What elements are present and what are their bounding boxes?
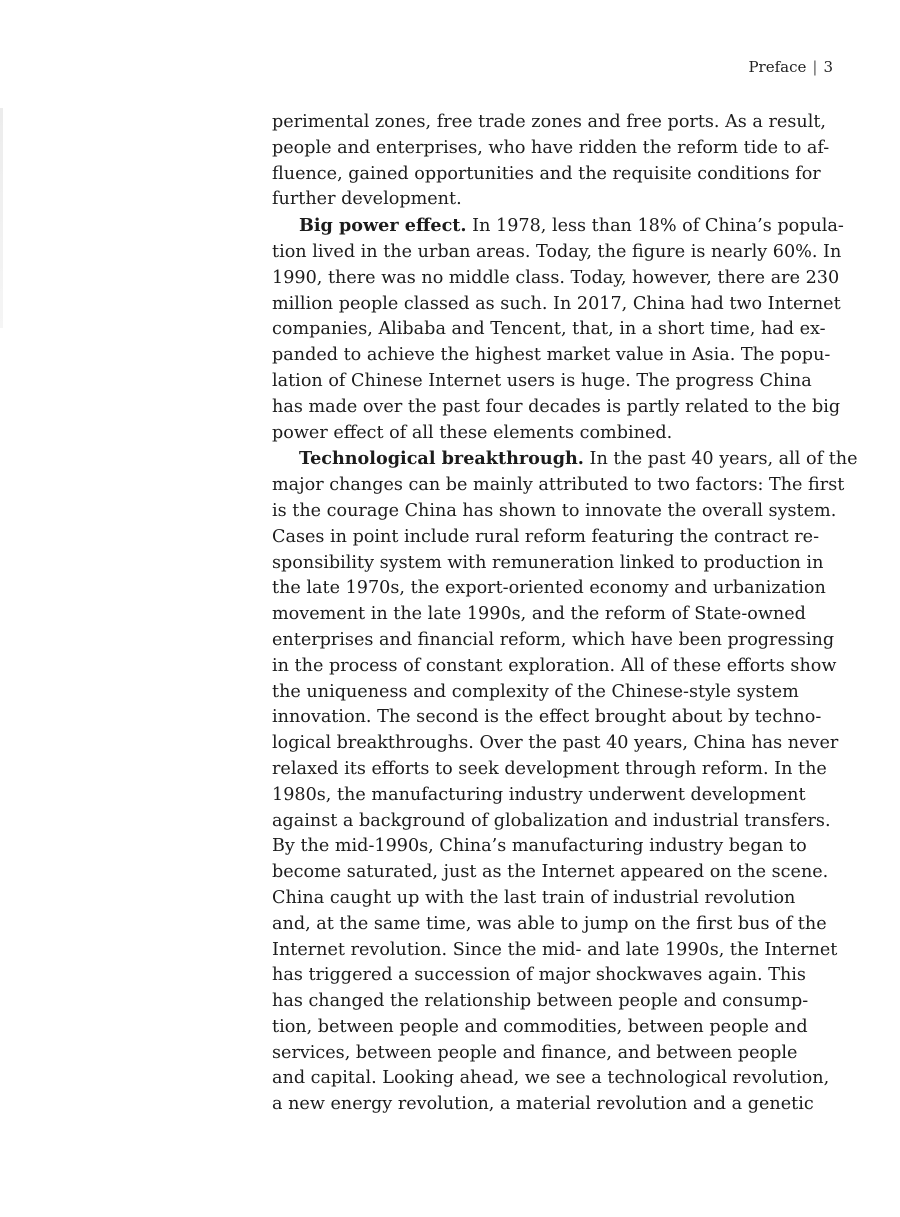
text-line [272,886,796,912]
line-text: major changes can be mainly attributed to two factors: The first [272,475,845,496]
line-text: sponsibility system with remuneration linked to production in [272,552,824,573]
line-text: has triggered a succession of major shockwaves again. This [272,965,806,986]
line-text: Internet revolution. Since the mid- and late 1990s, the Internet [272,939,838,960]
running-head-separator: | [812,58,818,76]
line-text: relaxed its efforts to seek development through reform. In the [272,758,827,779]
text-line [272,1066,830,1092]
line-text: By the mid-1990s, China’s manufacturing industry began to [272,836,807,857]
text-line [272,369,812,395]
text-line [272,421,784,447]
line-text: has made over the past four decades is partly related to the big [272,396,841,417]
line-text: perimental zones, free trade zones and free ports. As a result, [272,112,826,132]
line-text: In 1978, less than 18% of China’s popula- [466,216,844,237]
paragraph [272,213,844,446]
page-number: 3 [823,58,833,76]
text-line [272,989,809,1015]
text-line [272,731,839,757]
line-text: lation of Chinese Internet users is huge. The progress China [272,370,812,391]
line-text: fluence, gained opportunities and the requisite conditions for [272,163,821,184]
text-line [272,266,840,292]
text-line [272,1092,814,1118]
text-line [272,499,837,525]
line-text: movement in the late 1990s, and the reform of State-owned [272,604,806,625]
text-line [272,292,841,318]
text-line [272,317,826,343]
text-line [272,136,830,162]
line-text: is the courage China has shown to innovate the overall system. [272,500,837,521]
line-text: people and enterprises, who have ridden the reform tide to af- [272,137,830,158]
line-text: 1980s, the manufacturing industry underwent development [272,784,806,805]
text-line [272,576,826,602]
text-line [272,860,829,886]
text-line [272,938,838,964]
paragraph [272,446,858,1118]
running-head [748,57,833,77]
line-text: In the past 40 years, all of the [583,449,858,470]
text-line [272,809,831,835]
line-text: further development. [272,189,462,210]
text-line [272,680,799,706]
text-line [272,551,824,577]
run-in-heading: Technological breakthrough. [299,448,584,470]
running-head-section: Preface [748,58,807,76]
text-line [272,834,807,860]
line-text: against a background of globalization and industrial transfers. [272,810,831,831]
line-text: has changed the relationship between people and consump- [272,991,809,1012]
text-line [272,240,842,266]
line-text: enterprises and financial reform, which have been progressing [272,629,835,650]
line-text: in the process of constant exploration. All of these efforts show [272,655,837,676]
line-text: China caught up with the last train of industrial revolution [272,887,796,908]
text-line [272,705,822,731]
line-text: power effect of all these elements combined. [272,422,673,443]
line-text: services, between people and finance, and between people [272,1042,798,1063]
text-line [272,1015,808,1041]
text-line [272,110,826,136]
text-line [272,213,844,240]
line-text: innovation. The second is the effect brought about by techno- [272,707,822,728]
line-text: panded to achieve the highest market value in Asia. The popu- [272,345,831,366]
line-text: become saturated, just as the Internet appeared on the scene. [272,862,829,883]
text-line [272,602,806,628]
text-line [272,963,806,989]
text-line [272,628,835,654]
line-text: and, at the same time, was able to jump on the first bus of the [272,913,827,934]
paragraph [272,110,830,213]
text-line [272,187,784,213]
line-text: a new energy revolution, a material revolution and a genetic [272,1094,814,1115]
line-text: the uniqueness and complexity of the Chinese-style system [272,681,799,702]
line-text: logical breakthroughs. Over the past 40 years, China has never [272,733,839,754]
line-text: tion lived in the urban areas. Today, the figure is nearly 60%. In [272,241,842,262]
run-in-heading: Big power effect. [299,215,467,237]
line-text: companies, Alibaba and Tencent, that, in a short time, had ex- [272,319,826,340]
text-line [272,343,831,369]
line-text: and capital. Looking ahead, we see a technological revolution, [272,1068,830,1089]
line-text: 1990, there was no middle class. Today, however, there are 230 [272,267,840,288]
text-line [272,1041,798,1067]
page-edge-shadow [0,108,3,328]
line-text: tion, between people and commodities, between people and [272,1016,808,1037]
line-text: the late 1970s, the export-oriented economy and urbanization [272,578,826,599]
text-line [272,162,821,188]
text-line [272,654,837,680]
text-line [272,912,827,938]
text-line [272,757,827,783]
text-line [272,395,841,421]
text-line [272,783,806,809]
line-text: Cases in point include rural reform featuring the contract re- [272,526,820,547]
line-text: million people classed as such. In 2017, China had two Internet [272,293,841,314]
text-line [272,473,845,499]
page-body [272,110,858,1118]
text-line [272,525,820,551]
text-line [272,446,858,473]
